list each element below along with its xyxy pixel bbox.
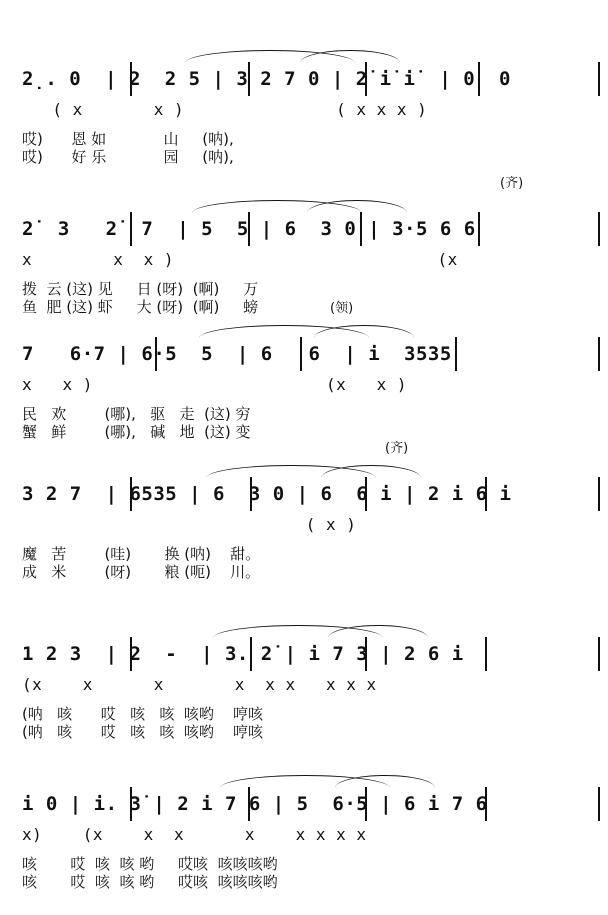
score-system — [0, 615, 608, 765]
lyric-line-2: 成 米 (呀) 粮 (呃) 川。 — [22, 563, 261, 581]
lyric-line-1: 咳 哎 咳 咳 哟 哎咳 咳咳咳哟 — [22, 855, 278, 873]
note-row: 7 6·7 | 6·5 5 | 6 6 | i 3535 — [22, 343, 452, 365]
score-system — [0, 765, 608, 915]
lyric-line-2: 蟹 鲜 (哪), 碱 地 (这) 变 — [22, 423, 251, 441]
note-row: 2̇ 3 2̇ 7 | 5 5 | 6 3 0 | 3·5 6 6 — [22, 218, 476, 240]
lyric-line-1: 哎) 恩 如 山 (呐), — [22, 130, 234, 148]
lyric-line-2: 咳 哎 咳 咳 哟 哎咳 咳咳咳哟 — [22, 873, 278, 891]
rhythm-row: (x x x x x x x x x — [22, 675, 377, 694]
lyric-line-1: 魔 苦 (哇) 换 (呐) 甜。 — [22, 545, 261, 563]
voice-marking: (齐) — [500, 176, 524, 191]
voice-marking: (领) — [330, 301, 354, 316]
note-row: 3 2 7 | 6535 | 6 3 0 | 6 6 i | 2 i 6 i — [22, 483, 512, 505]
rhythm-row: x) (x x x x x x x x — [22, 825, 367, 844]
lyric-line-1: 拨 云 (这) 见 日 (呀) (啊) 万 — [22, 280, 259, 298]
voice-marking: (齐) — [385, 441, 409, 456]
note-row: 2̣. 0 | 2 2 5 | 3 2 7 0 | 2̇ i̇ i̇ | 0 0 — [22, 68, 511, 90]
rhythm-row: x x x ) (x — [22, 250, 458, 269]
rhythm-row: ( x ) — [22, 515, 357, 534]
lyric-line-2: (呐 咳 哎 咳 咳 咳哟 哼咳 — [22, 723, 263, 741]
rhythm-row: x x ) (x x ) — [22, 375, 408, 394]
lyric-line-1: 民 欢 (哪), 驱 走 (这) 穷 — [22, 405, 251, 423]
note-row: i 0 | i. 3̇ | 2 i 7 6 | 5 6·5 | 6 i 7 6 — [22, 793, 488, 815]
note-row: 1 2 3 | 2 - | 3. 2̇ | i 7 3 | 2 6 i — [22, 643, 464, 665]
lyric-line-2: 哎) 好 乐 园 (呐), — [22, 148, 234, 166]
lyric-line-1: (呐 咳 哎 咳 咳 咳哟 哼咳 — [22, 705, 263, 723]
rhythm-row: ( x x ) ( x x x ) — [22, 100, 428, 119]
lyric-line-2: 鱼 肥 (这) 虾 大 (呀) (啊) 螃 — [22, 298, 259, 316]
score-system — [0, 441, 608, 605]
score-system — [0, 40, 608, 190]
